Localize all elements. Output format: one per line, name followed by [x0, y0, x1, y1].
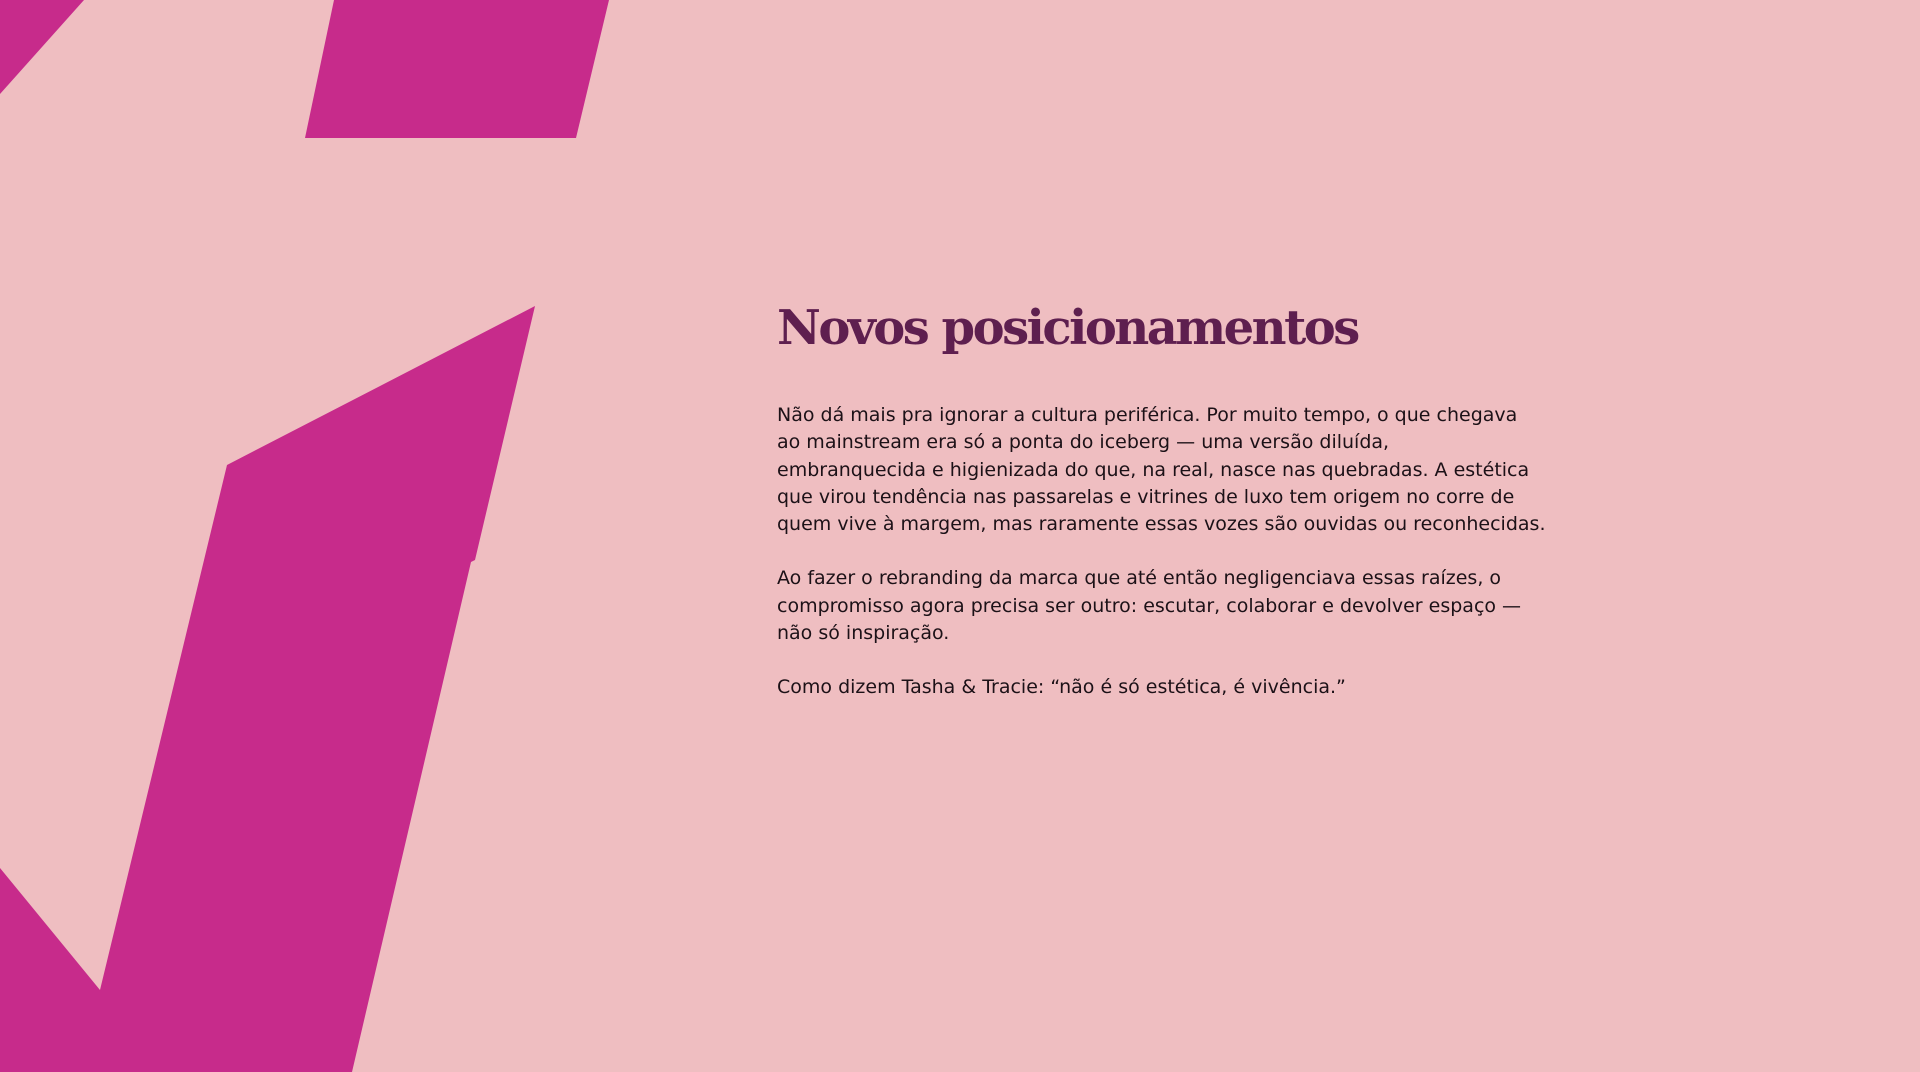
body-text	[777, 402, 1577, 702]
text-line: compromisso agora precisa ser outro: escutar, colaborar e devolver espaço —	[777, 594, 1522, 617]
slide-content	[777, 292, 1577, 729]
text-line: Ao fazer o rebranding da marca que até então negligenciava essas raízes, o	[777, 567, 1502, 590]
text-line: não só inspiração.	[777, 622, 950, 645]
text-line: ao mainstream era só a ponta do iceberg — uma versão diluída,	[777, 431, 1390, 454]
text-line: Não dá mais pra ignorar a cultura periférica. Por muito tempo, o que chegava	[777, 404, 1518, 426]
paragraph-cultura-periferica	[777, 402, 1577, 538]
paragraph-quote	[777, 674, 1577, 701]
paragraph-rebranding	[777, 565, 1577, 647]
text-line: que virou tendência nas passarelas e vitrines de luxo tem origem no corre de	[777, 485, 1515, 508]
slide-title: Novos posicionamentos	[777, 300, 1358, 356]
large-slash-shape	[0, 306, 535, 1072]
corner-shard-shape	[0, 0, 84, 94]
text-line: embranquecida e higienizada do que, na real, nasce nas quebradas. A estética	[777, 458, 1530, 481]
top-parallelogram-shape	[305, 0, 609, 138]
quote-line: Como dizem Tasha & Tracie: “não é só estética, é vivência.”	[777, 676, 1346, 699]
text-line: quem vive à margem, mas raramente essas vozes são ouvidas ou reconhecidas.	[777, 513, 1546, 536]
